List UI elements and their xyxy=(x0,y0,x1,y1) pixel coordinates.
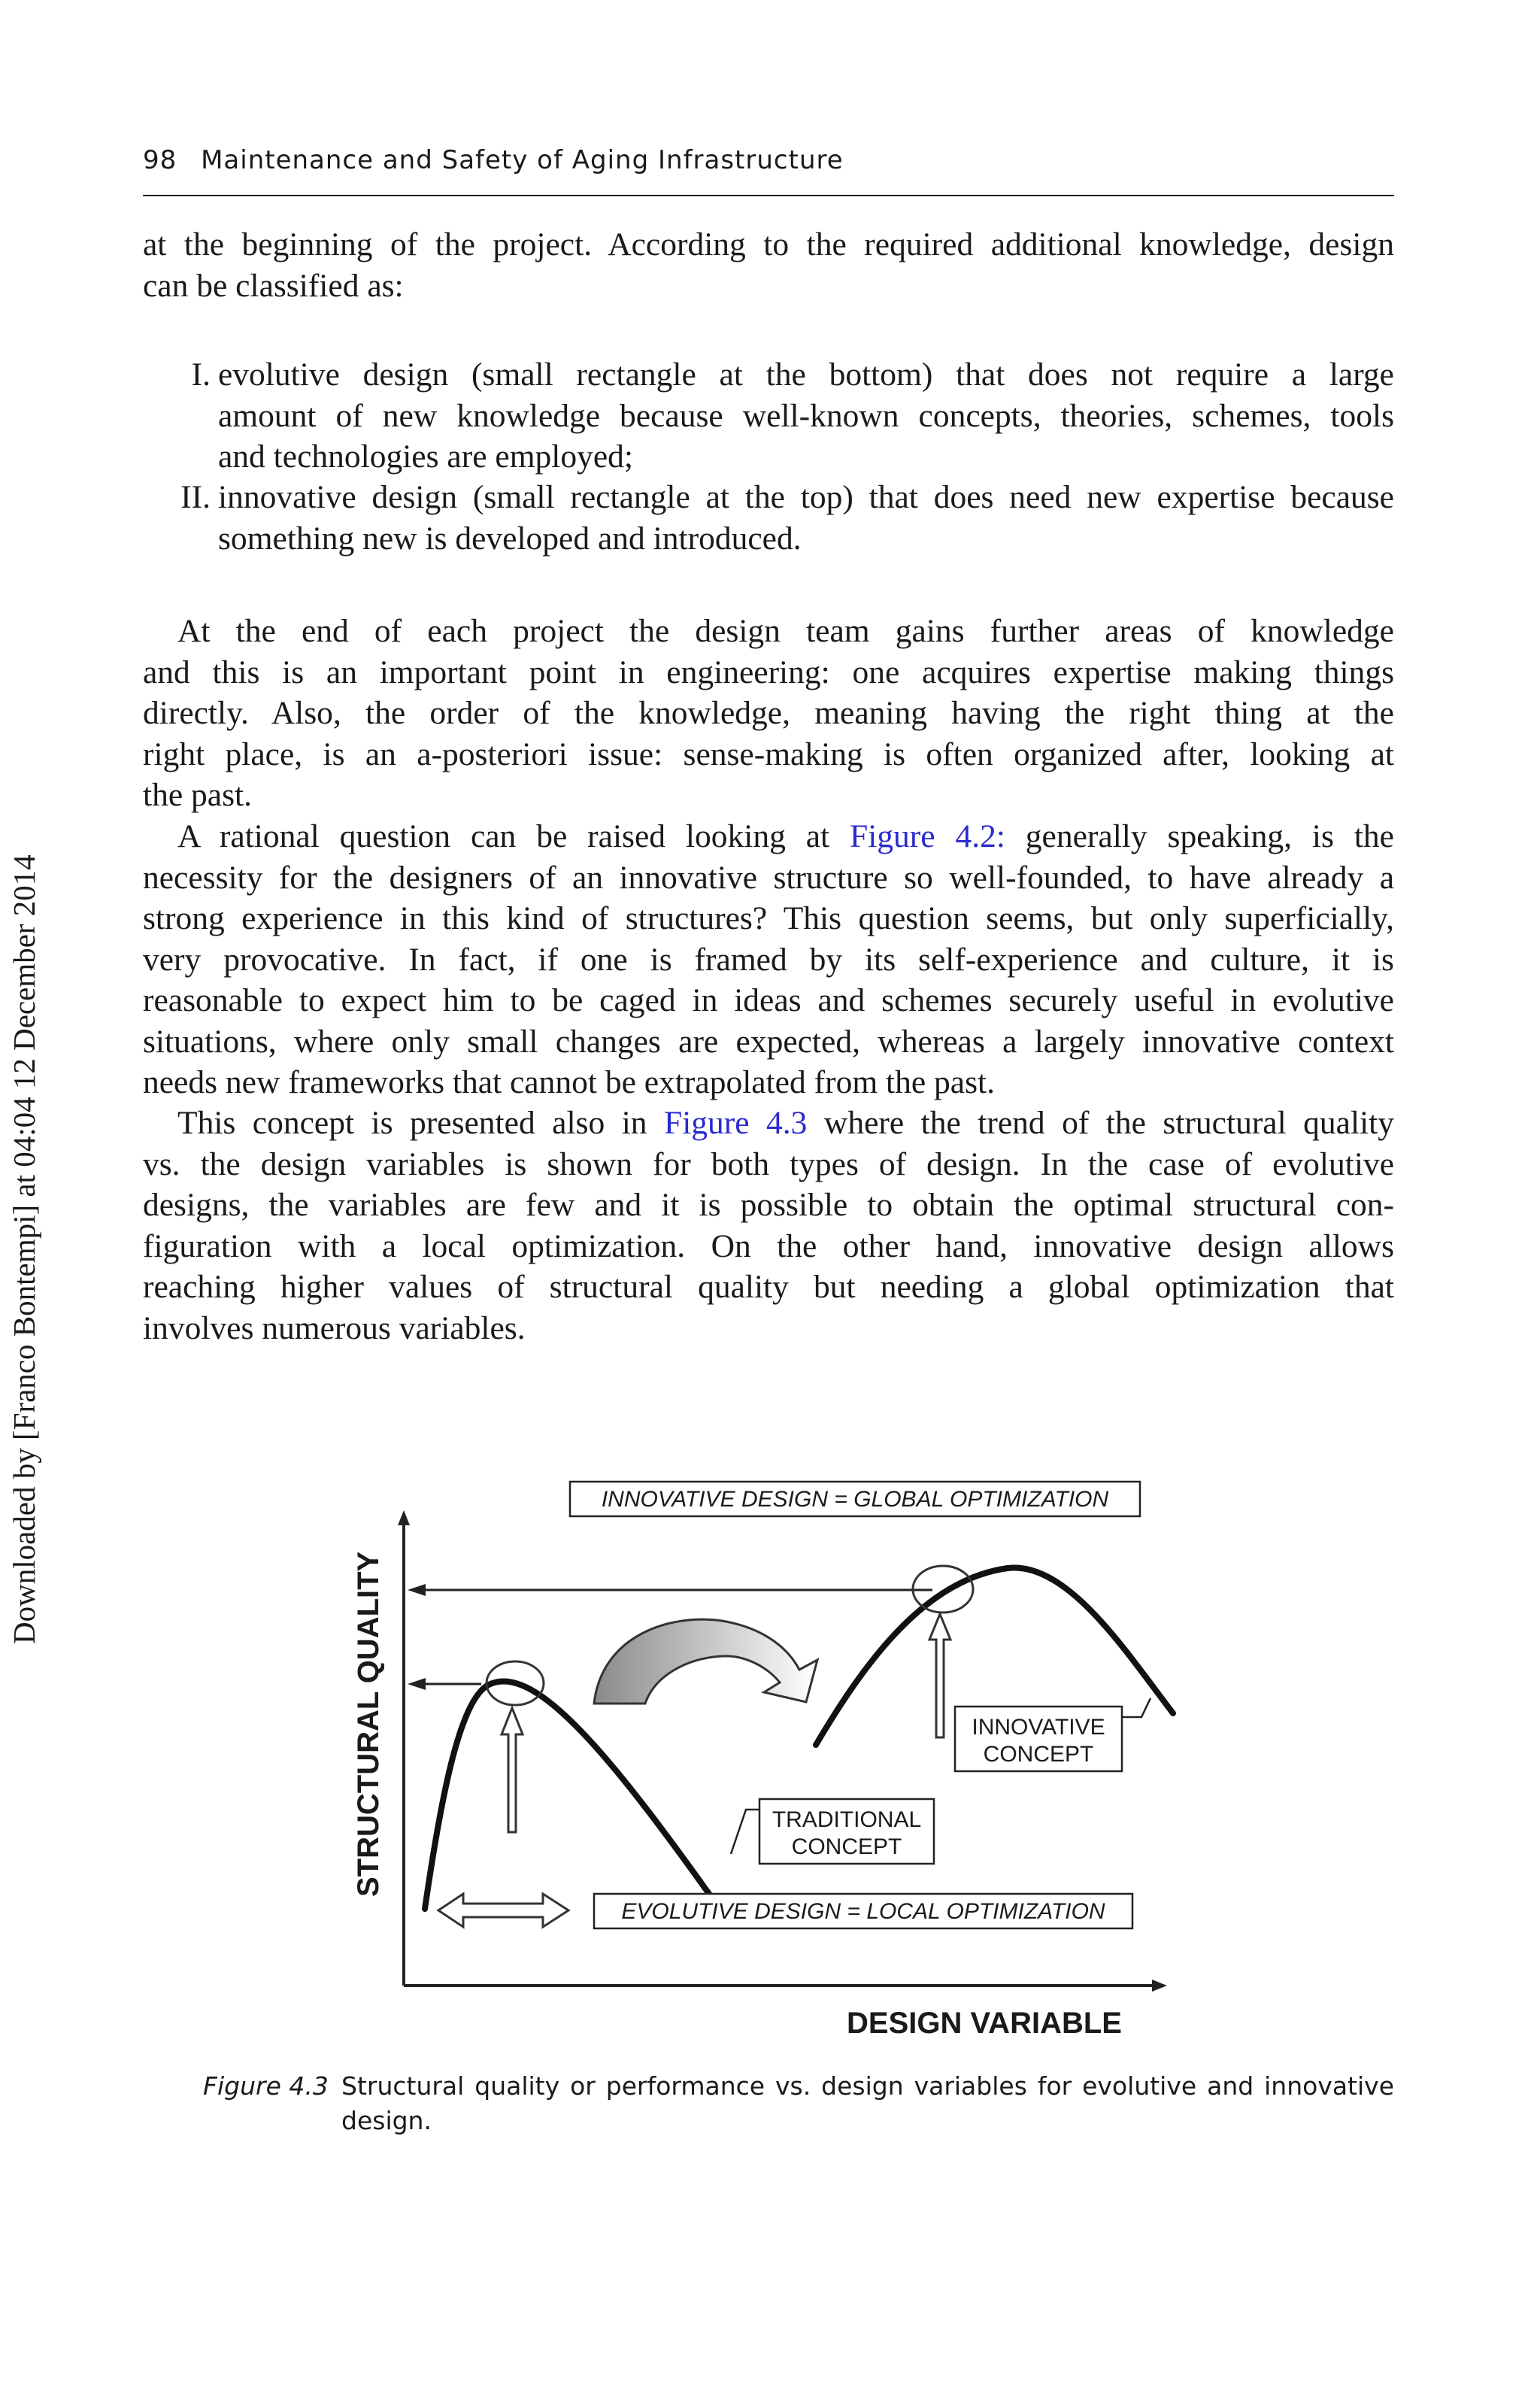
text-line: innovative design (small rectangle at the top) that does need new expertise because xyxy=(218,479,1394,515)
text-line: needs new frameworks that cannot be extrapolated from the past. xyxy=(143,1064,995,1100)
text-line: the past. xyxy=(143,777,252,813)
text-line: A rational question can be raised looking at Figure 4.2: generally speaking, is the xyxy=(177,818,1394,854)
innovative-concept-label: CONCEPT xyxy=(983,1742,1094,1767)
caption-line: Structural quality or performance vs. design variables for evolutive and innovative xyxy=(341,2071,1394,2101)
text-line: and this is an important point in engineering: one acquires expertise making things xyxy=(143,654,1394,690)
y-axis-arrowhead xyxy=(398,1510,410,1525)
list-numeral: I. xyxy=(191,357,211,393)
innovative-concept-label: INNOVATIVE xyxy=(972,1715,1105,1740)
text-line: vs. the design variables is shown for both types of design. In the case of evolutive xyxy=(143,1145,1394,1182)
book-title: Maintenance and Safety of Aging Infrastructure xyxy=(201,145,844,175)
text-line: situations, where only small changes are expected, whereas a largely innovative context xyxy=(143,1023,1394,1060)
text-line: reasonable to expect him to be caged in ideas and schemes securely useful in evolutive xyxy=(143,982,1394,1018)
text-line: necessity for the designers of an innovative structure so well-founded, to have already a xyxy=(143,859,1394,896)
list-numeral: II. xyxy=(180,479,211,515)
x-axis-title: DESIGN VARIABLE xyxy=(847,2007,1122,2040)
innovative-concept-leader xyxy=(1122,1698,1150,1717)
figure-4-3-diagram xyxy=(143,1459,1394,2061)
evolutive-design-title: EVOLUTIVE DESIGN = LOCAL OPTIMIZATION xyxy=(621,1899,1105,1924)
text-line: at the beginning of the project. According to the required additional knowledge, design xyxy=(143,226,1394,262)
evolutive-design-curve xyxy=(425,1681,722,1912)
figure-4-2-link[interactable]: Figure 4.2: xyxy=(850,818,1005,854)
text-line: reaching higher values of structural quality but needing a global optimization that xyxy=(143,1269,1394,1305)
page-number: 98 xyxy=(143,145,177,175)
innovative-design-title: INNOVATIVE DESIGN = GLOBAL OPTIMIZATION xyxy=(601,1487,1109,1512)
text-line: involves numerous variables. xyxy=(143,1309,526,1346)
traditional-concept-label: TRADITIONAL xyxy=(772,1807,922,1832)
download-watermark: Downloaded by [Franco Bontempi] at 04:04 12 December 2014 xyxy=(7,854,41,1644)
text-line: and technologies are employed; xyxy=(218,438,634,475)
y-axis-title: STRUCTURAL QUALITY xyxy=(352,1551,385,1897)
local-optimum-arrowhead xyxy=(408,1678,426,1690)
intro-paragraph xyxy=(143,224,1394,306)
text-line: amount of new knowledge because well-known concepts, theories, schemes, tools xyxy=(218,397,1394,434)
paragraph-2 xyxy=(143,816,1394,1103)
text-line: strong experience in this kind of structures? This question seems, but only superficially, xyxy=(143,900,1394,936)
evolution-to-innovation-arrow xyxy=(594,1619,817,1704)
innovative-concept-up-arrow xyxy=(929,1614,950,1737)
figure-label: Figure 4.3 xyxy=(203,2071,329,2101)
x-axis-arrowhead xyxy=(1152,1980,1167,1992)
text-line: At the end of each project the design team gains further areas of knowledge xyxy=(177,613,1394,649)
paragraph-3 xyxy=(143,1103,1394,1349)
traditional-concept-leader xyxy=(731,1810,759,1854)
text-line: This concept is presented also in Figure 4.3 where the trend of the structural quality xyxy=(177,1105,1394,1141)
text-line: evolutive design (small rectangle at the bottom) that does not require a large xyxy=(218,357,1394,393)
text-line: something new is developed and introduced. xyxy=(218,520,802,557)
text-line: right place, is an a-posteriori issue: sense-making is often organized after, looking at xyxy=(143,736,1394,772)
running-header xyxy=(143,145,1394,196)
text-line: figuration with a local optimization. On the other hand, innovative design allows xyxy=(143,1227,1394,1264)
text-line: designs, the variables are few and it is possible to obtain the optimal structural con- xyxy=(143,1187,1394,1223)
text-line: directly. Also, the order of the knowledge, meaning having the right thing at the xyxy=(143,695,1394,731)
local-range-double-arrow xyxy=(438,1894,568,1927)
global-optimum-arrowhead xyxy=(408,1584,426,1596)
traditional-concept-up-arrow xyxy=(502,1708,523,1832)
text-line: very provocative. In fact, if one is framed by its self-experience and culture, it is xyxy=(143,941,1394,978)
paragraph-1 xyxy=(143,611,1394,816)
text-line: can be classified as: xyxy=(143,267,404,304)
traditional-concept-label: CONCEPT xyxy=(791,1834,902,1859)
caption-line: design. xyxy=(341,2106,432,2135)
figure-4-3-link[interactable]: Figure 4.3 xyxy=(664,1105,808,1141)
